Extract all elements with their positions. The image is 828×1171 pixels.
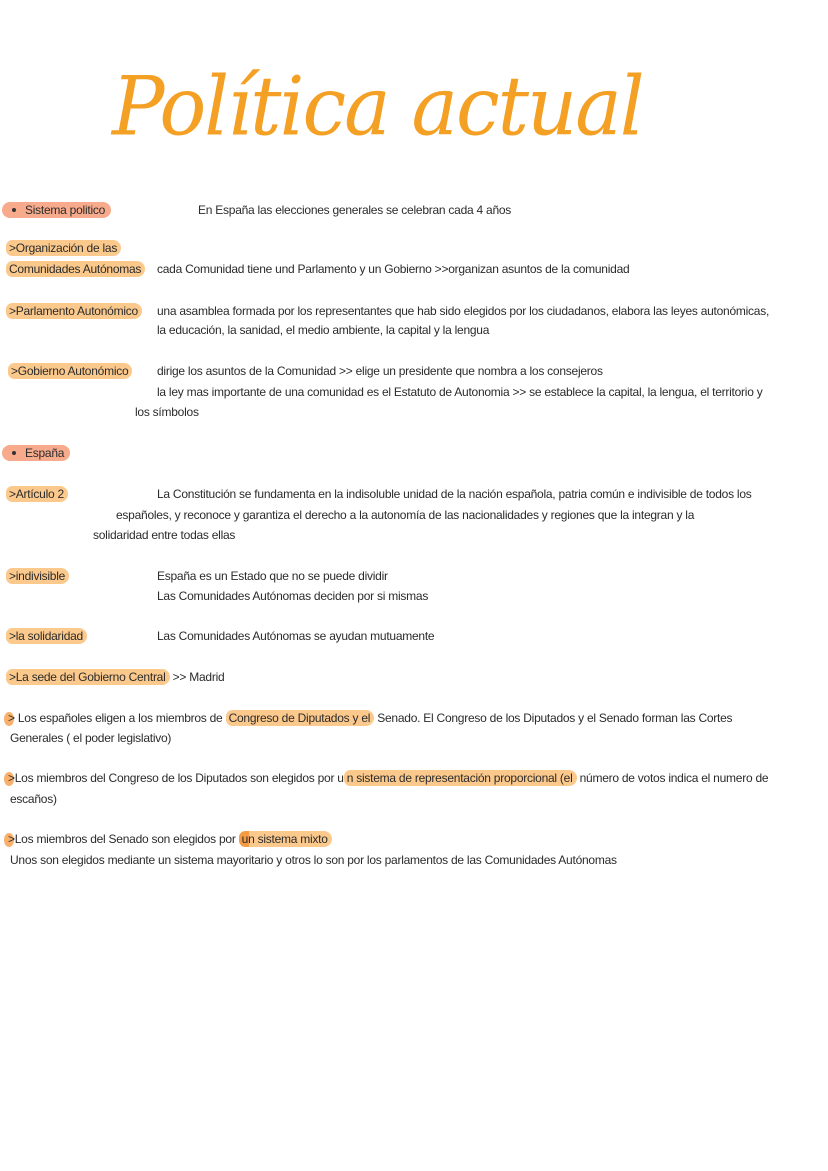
note-label: >Parlamento Autonómico bbox=[6, 303, 142, 319]
note-text: los símbolos bbox=[135, 405, 199, 419]
note-text: una asamblea formada por los representantes que hab sido elegidos por los ciudadanos, elabora las leyes autonómicas, bbox=[157, 304, 770, 318]
note-line-cortes: > Los españoles eligen a los miembros de Congreso de Diputados y el Senado. El Congreso de los Diputados y el Senado forman las Cortes bbox=[4, 710, 732, 726]
note-text: Las Comunidades Autónomas deciden por si mismas bbox=[157, 589, 429, 603]
note-label: Comunidades Autónomas bbox=[6, 261, 145, 277]
note-text: cada Comunidad tiene und Parlamento y un Gobierno >>organizan asuntos de la comunidad bbox=[157, 262, 630, 276]
note-line-senado: >Los miembros del Senado son elegidos por un sistema mixto bbox=[4, 831, 332, 847]
section-bullet-espana bbox=[2, 445, 70, 461]
note-text: Las Comunidades Autónomas se ayudan mutuamente bbox=[157, 629, 435, 643]
bullet-icon bbox=[12, 451, 16, 455]
note-text: En España las elecciones generales se celebran cada 4 años bbox=[198, 203, 512, 217]
section-bullet-sistema bbox=[2, 202, 111, 218]
page-title: Política actual bbox=[112, 59, 643, 155]
note-line-congreso: >Los miembros del Congreso de los Diputados son elegidos por u n sistema de representación proporcional (el número de votos indica el numero de bbox=[4, 770, 768, 786]
note-label: >Gobierno Autonómico bbox=[8, 363, 132, 379]
note-label: >Organización de las bbox=[6, 240, 121, 256]
note-text: españoles, y reconoce y garantiza el derecho a la autonomía de las nacionalidades y regiones que la integran y la bbox=[116, 508, 695, 522]
note-text: Generales ( el poder legislativo) bbox=[10, 731, 172, 745]
bullet-icon bbox=[12, 208, 16, 212]
note-text: la educación, la sanidad, el medio ambiente, la capital y la lengua bbox=[157, 323, 490, 337]
note-label: >indivisible bbox=[6, 568, 69, 584]
section-label: España bbox=[25, 446, 65, 460]
section-label: Sistema politico bbox=[25, 203, 106, 217]
note-text: La Constitución se fundamenta en la indisoluble unidad de la nación española, patria común e indivisible de todos los bbox=[157, 487, 752, 501]
note-text: España es un Estado que no se puede dividir bbox=[157, 569, 388, 583]
note-text: escaños) bbox=[10, 792, 57, 806]
note-label: >Artículo 2 bbox=[6, 486, 68, 502]
note-line-sede: >La sede del Gobierno Central >> Madrid bbox=[6, 669, 224, 685]
note-text: solidaridad entre todas ellas bbox=[93, 528, 236, 542]
note-label: >la solidaridad bbox=[6, 628, 87, 644]
note-text: la ley mas importante de una comunidad es el Estatuto de Autonomia >> se establece la capital, la lengua, el territorio y bbox=[157, 385, 763, 399]
note-text: Unos son elegidos mediante un sistema mayoritario y otros lo son por los parlamentos de las Comunidades Autónomas bbox=[10, 853, 617, 867]
note-text: dirige los asuntos de la Comunidad >> elige un presidente que nombra a los consejeros bbox=[157, 364, 603, 378]
